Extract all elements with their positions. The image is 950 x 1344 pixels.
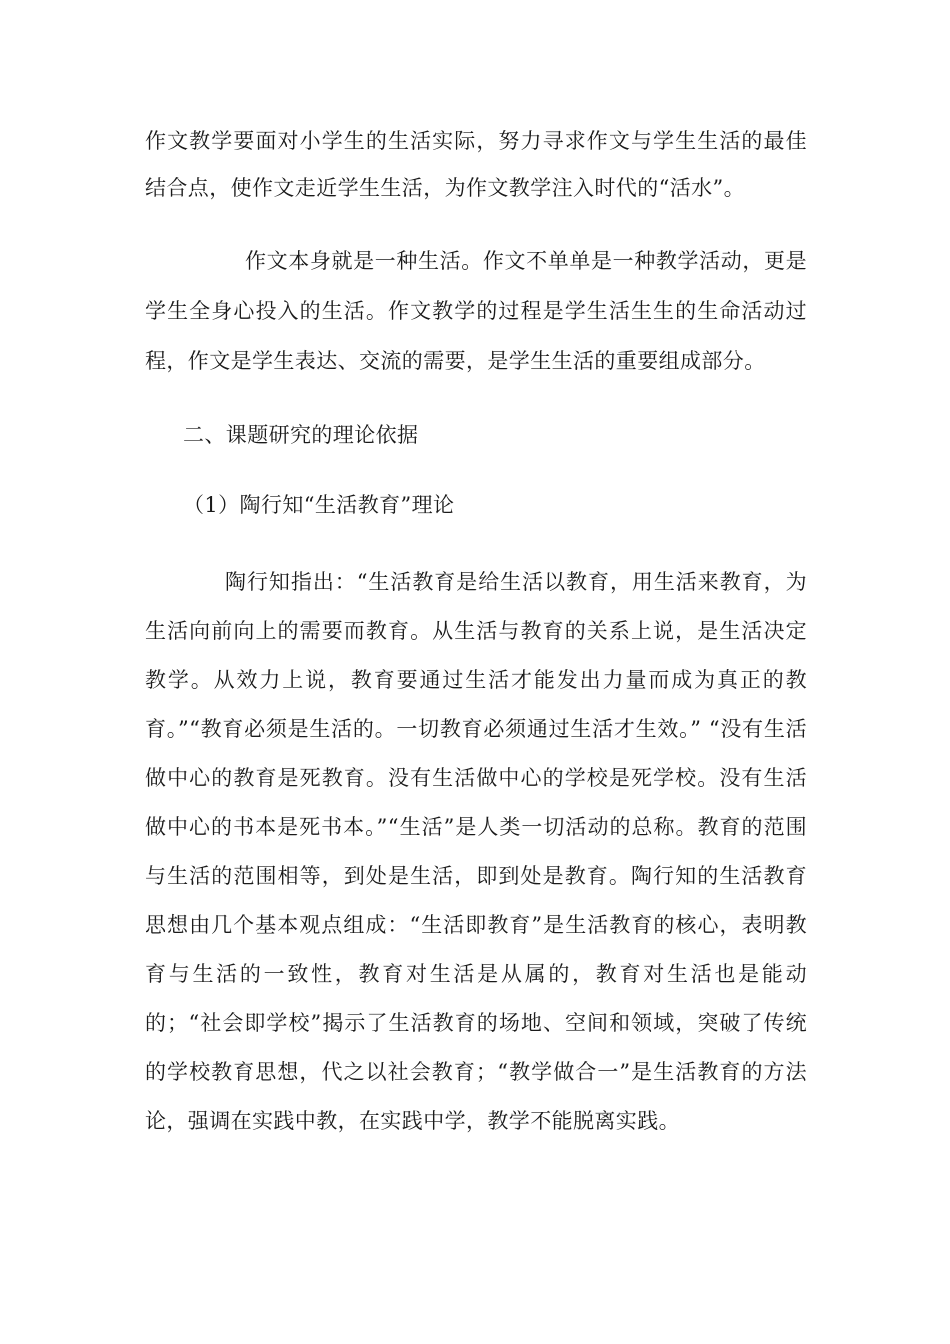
paragraph-writing-is-life: 作文本身就是一种生活。作文不单单是一种教学活动，更是学生全身心投入的生活。作文教学的过程是学生活生生的生命活动过程，作文是学生表达、交流的需要，是学生生活的重要组成部分。 (145, 249, 807, 373)
paragraph-intro: 作文教学要面对小学生的生活实际，努力寻求作文与学生生活的最佳结合点，使作文走近学生生活，为作文教学注入时代的“活水”。 (145, 129, 807, 200)
subsection-heading: （1）陶行知“生活教育”理论 (183, 493, 455, 517)
paragraph-tao-xingzhi-theory: 陶行知指出：“生活教育是给生活以教育，用生活来教育，为生活向前向上的需要而教育。从生活与教育的关系上说，是生活决定教学。从效力上说，教育要通过生活才能发出力量而成为真正的教育。”“教育必须是生活的。一切教育必须通过生活才生效。” “没有生活做中心的教育是死教育。没有生活做中心的学校是死学校。没有生活做中心的书本是死书本。”“生活”是人类一切活动的总称。教育的范围与生活的范围相等，到处是生活，即到处是教育。陶行知的生活教育思想由几个基本观点组成：“生活即教育”是生活教育的核心，表明教育与生活的一致性，教育对生活是从属的，教育对生活也是能动的；“社会即学校”揭示了生活教育的场地、空间和领域，突破了传统的学校教育思想，代之以社会教育；“教学做合一”是生活教育的方法论，强调在实践中教，在实践中学，教学不能脱离实践。 (145, 570, 807, 1133)
section-heading: 二、课题研究的理论依据 (183, 423, 419, 447)
